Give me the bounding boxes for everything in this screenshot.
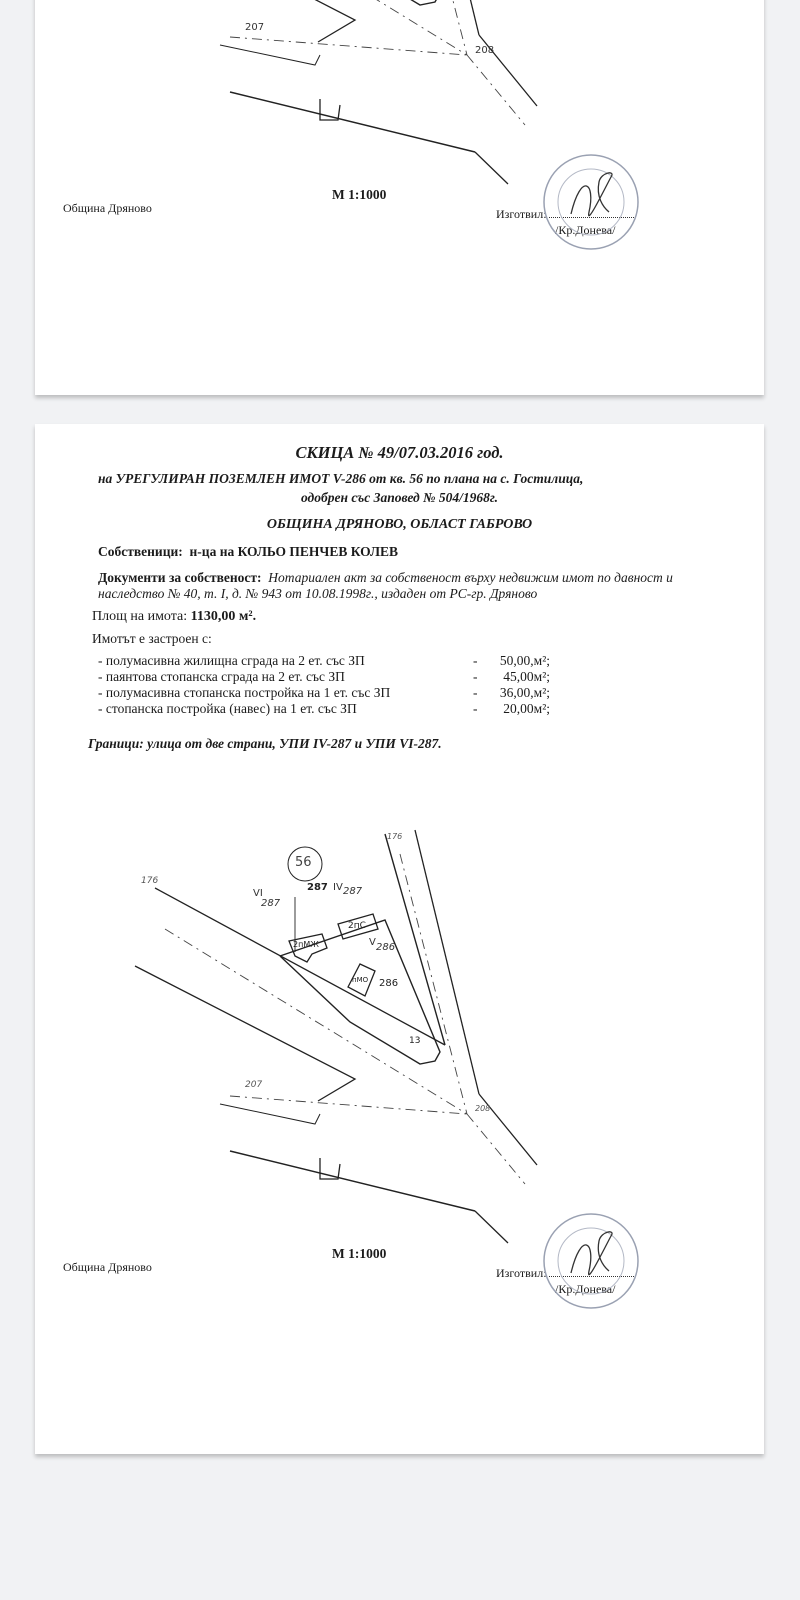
point-207-label: 207 [245, 1080, 263, 1090]
municipality-label: Община Дряново [63, 201, 152, 215]
property-area [92, 609, 256, 625]
region-heading: ОБЩИНА ДРЯНОВО, ОБЛАСТ ГАБРОВО [266, 517, 533, 532]
prepared-label-text: Изготвил: [496, 207, 547, 221]
lot-v-number: 286 [376, 942, 396, 953]
boundaries: Граници: улица от две страни, УПИ IV-287 и УПИ VI-287. [88, 736, 442, 751]
building-area: 45,00м²; [503, 669, 550, 684]
preparer-name: /Кр.Донева/ [555, 223, 616, 237]
building-area: 50,00,м²; [499, 653, 550, 668]
ownership-documents [98, 570, 698, 602]
scale-label: М 1:1000 [332, 1246, 387, 1261]
building-description: - полумасивна стопанска постройка на 1 ет. със ЗП [98, 685, 391, 700]
document-page-2 [35, 424, 764, 1454]
block-number-label: 56 [295, 855, 312, 870]
prepared-label-text: Изготвил: [496, 1266, 547, 1280]
building-description: - стопанска постройка (навес) на 1 ет. със ЗП [98, 701, 357, 716]
building-description: - паянтова стопанска сграда на 2 ет. със ЗП [98, 669, 345, 684]
building-dash: - [473, 701, 478, 716]
point-176-left-label: 176 [141, 876, 159, 886]
lot-iv-number: 287 [343, 886, 363, 897]
property-description: на УРЕГУЛИРАН ПОЗЕМЛЕН ИМОТ V-286 от кв. 56 по плана на с. Гостилица, [98, 471, 584, 486]
area-label: Площ на имота: [92, 609, 188, 624]
sketch-title: СКИЦА № 49/07.03.2016 год. [295, 443, 504, 462]
owners-row [98, 544, 398, 560]
built-label: Имотът е застроен с: [92, 631, 212, 646]
official-stamp-icon [541, 152, 641, 252]
cadastral-map [35, 0, 764, 395]
preparer-name: /Кр.Донева/ [555, 1282, 616, 1296]
scale-label: М 1:1000 [332, 187, 387, 202]
building-2pmzh-label: 2пМЖ [293, 940, 319, 949]
building-dash: - [473, 653, 478, 668]
point-208-label: 208 [475, 1104, 491, 1113]
documents-value: Нотариален акт за собственост върху недвижим имот по давност и наследство № 40, т. I, д. № 943 от 10.08.1998г., издаден от РС-гр. Дряново [98, 570, 673, 601]
building-area: 20,00м²; [503, 701, 550, 716]
lot-v-label: V [369, 937, 376, 948]
building-dash: - [473, 669, 478, 684]
lot-vi-label: VI [253, 888, 263, 899]
municipality-label: Община Дряново [63, 1260, 152, 1274]
point-176-top-label: 176 [387, 832, 403, 841]
dimension-13-label: 13 [409, 1036, 421, 1046]
official-stamp-icon [541, 1211, 641, 1311]
building-description: - полумасивна жилищна сграда на 2 ет. със ЗП [98, 653, 365, 668]
lot-286-label: 286 [379, 978, 399, 989]
documents-label: Документи за собственост: [98, 570, 262, 585]
approval-order: одобрен със Заповед № 504/1968г. [300, 490, 499, 505]
building-dash: - [473, 685, 478, 700]
lot-vi-number: 287 [261, 898, 281, 909]
svg-text:207: 207 [245, 22, 265, 33]
lot-287-label: 287 [307, 882, 328, 893]
building-pmo-label: пМО [352, 976, 369, 984]
lot-iv-label: IV [333, 882, 343, 893]
document-page-1 [35, 0, 764, 395]
area-value: 1130,00 м². [190, 609, 257, 624]
owners-label: Собственици: [98, 544, 183, 559]
building-area: 36,00,м²; [499, 685, 550, 700]
building-2ps-label: 2пС [348, 921, 366, 931]
svg-text:208: 208 [475, 45, 495, 56]
owners-value: н-ца на КОЛЬО ПЕНЧЕВ КОЛЕВ [189, 544, 399, 559]
